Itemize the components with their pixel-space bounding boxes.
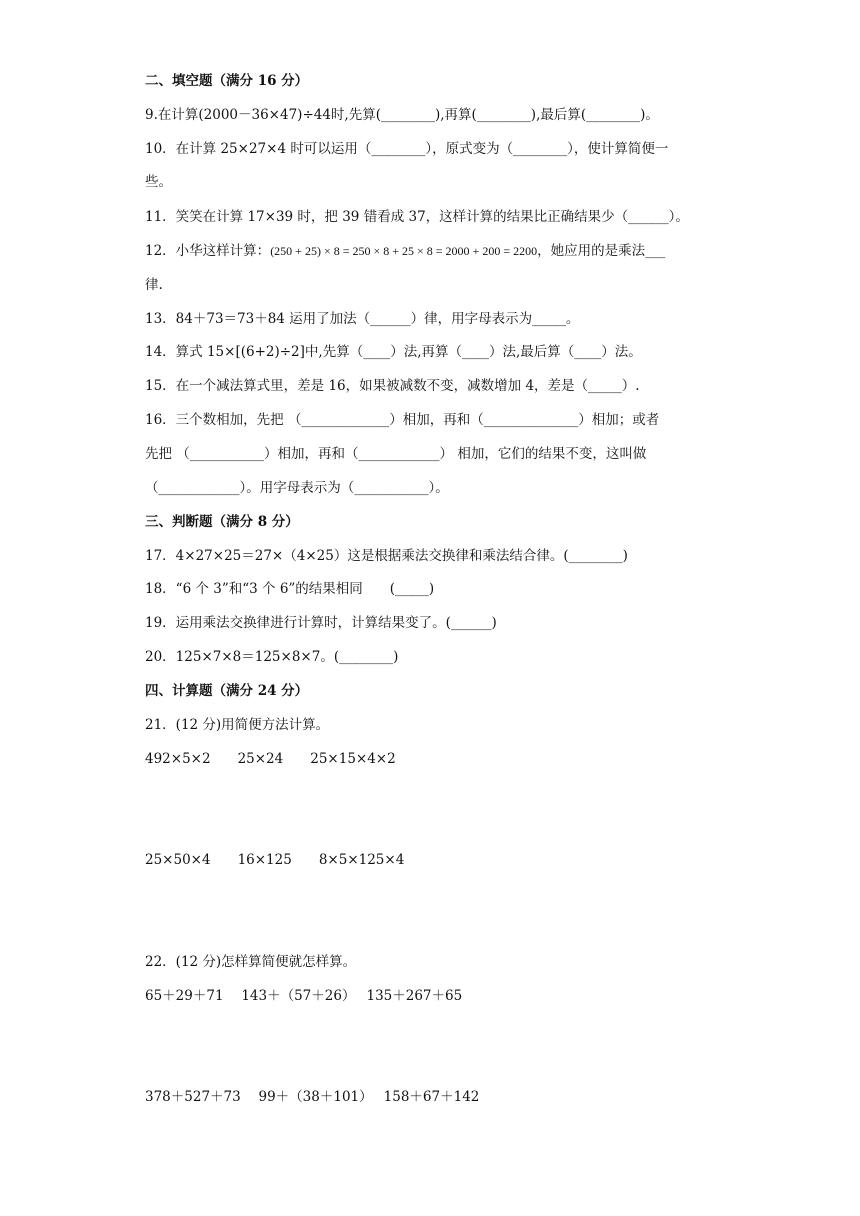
question-22: 22．(12 分)怎样算简便就怎样算。 [145,954,357,970]
question-10-continued: 些。 [145,174,172,190]
question-20: 20．125×7×8＝125×8×7。(________) [145,649,399,665]
question-16: 16．三个数相加，先把 （_____________）相加，再和（______________）相加；或者 [145,412,660,428]
question-21-row-2: 25×50×4 16×125 8×5×125×4 [145,852,405,868]
question-21: 21．(12 分)用简便方法计算。 [145,717,330,733]
question-12-intro: 12．小华这样计算： [145,243,271,259]
question-14: 14．算式 15×[(6+2)÷2]中,先算（____）法,再算（____）法,最后算（____）法。 [145,344,642,360]
section-heading-calc: 四、计算题（满分 24 分） [145,683,309,699]
section-heading-judge: 三、判断题（满分 8 分） [145,514,299,530]
question-12-suffix: ，她应用的是乘法___ [537,243,666,259]
question-9: 9.在计算(2000－36×47)÷44时,先算(________),再算(________),最后算(________)。 [145,107,659,123]
question-17: 17．4×27×25＝27×（4×25）这是根据乘法交换律和乘法结合律。(________) [145,548,628,564]
question-18: 18．“6 个 3”和“3 个 6”的结果相同 (_____) [145,581,435,597]
question-16-line-2: 先把 （___________）相加，再和（____________） 相加，它们的结果不变，这叫做 [145,446,647,462]
question-12-continued: 律. [145,277,163,293]
question-22-row-1: 65＋29＋71 143＋（57＋26） 135＋267＋65 [145,988,463,1004]
question-12 [145,242,665,260]
question-10: 10．在计算 25×27×4 时可以运用（________），原式变为（________），使计算简便一 [145,141,669,157]
question-22-row-2: 378＋527＋73 99＋（38＋101） 158＋67＋142 [145,1089,480,1105]
question-21-row-1: 492×5×2 25×24 25×15×4×2 [145,751,396,767]
question-13: 13．84＋73＝73＋84 运用了加法（______）律，用字母表示为_____。 [145,311,580,327]
question-16-line-3: （____________）。用字母表示为（___________）。 [145,480,449,496]
question-11: 11．笑笑在计算 17×39 时，把 39 错看成 37，这样计算的结果比正确结果少（______）。 [145,209,689,225]
question-12-formula: (250 + 25) × 8 = 250 × 8 + 25 × 8 = 2000 + 200 = 2200 [270,244,538,258]
section-heading-fill: 二、填空题（满分 16 分） [145,73,309,89]
question-15: 15．在一个减法算式里，差是 16，如果被减数不变，减数增加 4，差是（_____）. [145,378,640,394]
question-19: 19．运用乘法交换律进行计算时，计算结果变了。(______) [145,615,497,631]
